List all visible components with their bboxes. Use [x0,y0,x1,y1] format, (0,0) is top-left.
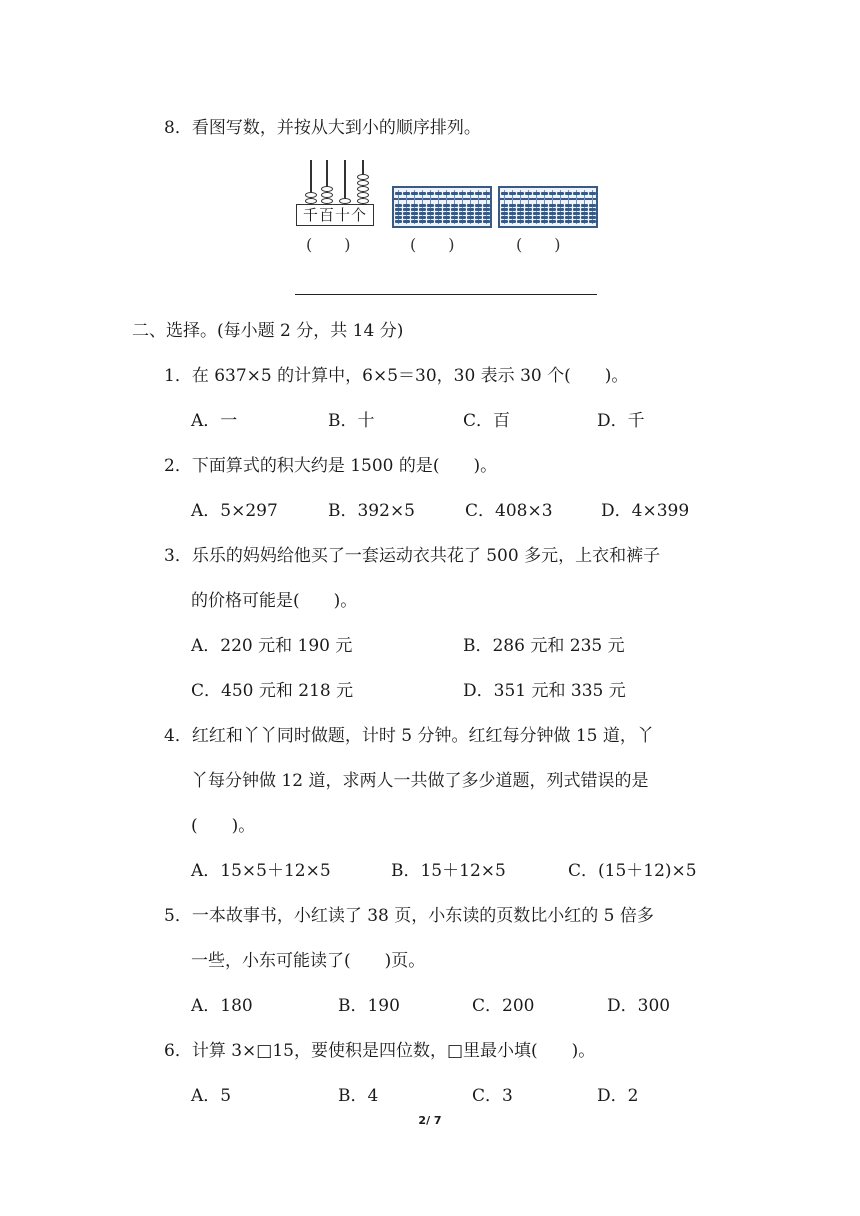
question-4-text-line-2: 丫每分钟做 12 道，求两人一共做了多少道题，列式错误的是 [191,771,649,791]
question-2-option-d: D．4×399 [601,501,690,521]
question-3-text-line-2: 的价格可能是( )。 [191,591,358,611]
question-5-option-c: C．200 [472,996,535,1016]
question-6-text: 6．计算 3×□15，要使积是四位数，□里最小填( )。 [164,1041,596,1061]
answer-line [295,294,597,295]
question-5-text-line-2: 一些，小东可能读了( )页。 [191,951,426,971]
question-6-option-c: C．3 [472,1086,513,1106]
question-2-text: 2．下面算式的积大约是 1500 的是( )。 [164,456,498,476]
question-3-text-line-1: 3．乐乐的妈妈给他买了一套运动衣共花了 500 多元，上衣和裤子 [164,546,661,566]
answer-paren-1: ( ) [306,235,351,254]
question-5-option-a: A．180 [191,996,253,1016]
question-3-option-d: D．351 元和 335 元 [463,681,626,701]
question-8-text: 8．看图写数，并按从大到小的顺序排列。 [164,118,481,138]
abacus-place-labels: 千百十个 [296,204,374,226]
page-number: 2/ 7 [418,1114,442,1127]
question-1-option-d: D．千 [597,411,645,431]
question-1-text: 1．在 637×5 的计算中，6×5＝30，30 表示 30 个( )。 [164,366,629,386]
section-2-heading: 二、选择。(每小题 2 分，共 14 分) [132,321,404,341]
question-6-option-a: A．5 [191,1086,232,1106]
counting-frame-1 [392,186,492,228]
question-1-option-a: A．一 [191,411,238,431]
question-6-option-b: B．4 [338,1086,379,1106]
answer-paren-3: ( ) [516,235,561,254]
question-2-option-c: C．408×3 [465,501,553,521]
question-4-option-b: B．15＋12×5 [391,861,506,881]
question-4-option-a: A．15×5＋12×5 [191,861,331,881]
question-2-option-b: B．392×5 [328,501,416,521]
question-4-text-line-1: 4．红红和丫丫同时做题，计时 5 分钟。红红每分钟做 15 道，丫 [164,726,654,746]
question-3-option-a: A．220 元和 190 元 [191,636,353,656]
question-3-option-c: C．450 元和 218 元 [191,681,354,701]
question-3-option-b: B．286 元和 235 元 [463,636,625,656]
question-6-option-d: D．2 [597,1086,639,1106]
question-4-option-c: C．(15＋12)×5 [568,861,697,881]
abacus-figure [296,160,376,232]
counting-frame-2 [498,186,598,228]
question-4-text-line-3: ( )。 [191,816,256,836]
answer-paren-2: ( ) [410,235,455,254]
question-5-option-d: D．300 [607,996,671,1016]
question-1-option-c: C．百 [463,411,511,431]
question-2-option-a: A．5×297 [191,501,278,521]
question-1-option-b: B．十 [328,411,375,431]
question-5-option-b: B．190 [338,996,400,1016]
question-5-text-line-1: 5．一本故事书，小红读了 38 页，小东读的页数比小红的 5 倍多 [164,906,654,926]
